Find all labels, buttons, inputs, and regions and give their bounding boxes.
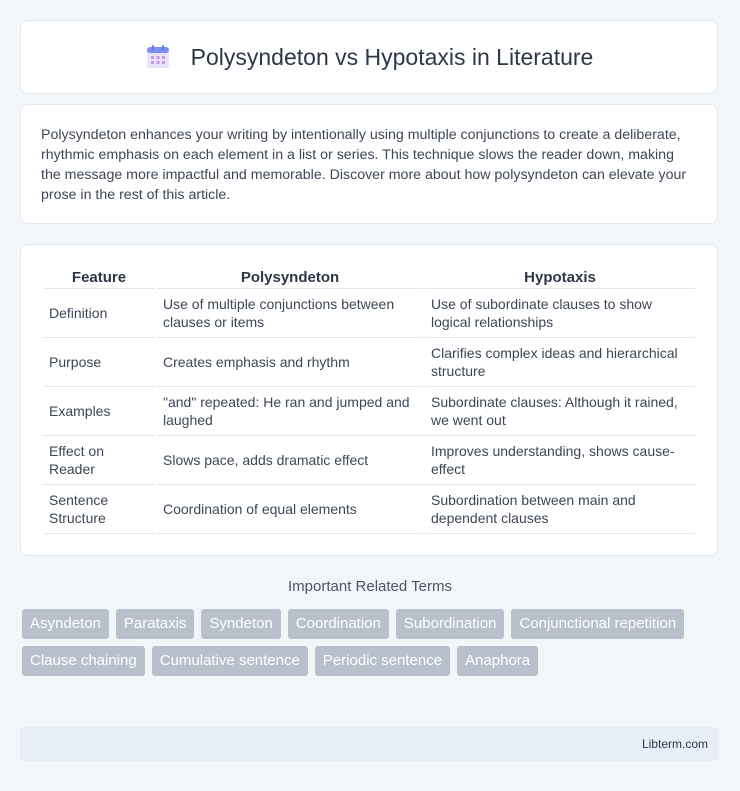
intro-card (20, 104, 718, 224)
table-cell: Subordination between main and dependent clauses (425, 485, 695, 534)
table-cell: Effect on Reader (43, 436, 155, 485)
table-row (43, 387, 695, 436)
table-cell: Slows pace, adds dramatic effect (157, 436, 423, 485)
table-cell: Use of subordinate clauses to show logical relationships (425, 289, 695, 338)
related-term-tag[interactable]: Anaphora (457, 646, 538, 676)
related-term-tag[interactable]: Asyndeton (22, 609, 109, 639)
related-term-tag[interactable]: Conjunctional repetition (511, 609, 684, 639)
column-header: Polysyndeton (157, 261, 423, 289)
column-header: Hypotaxis (425, 261, 695, 289)
table-row (43, 338, 695, 387)
comparison-table-card (20, 244, 718, 556)
table-cell: Coordination of equal elements (157, 485, 423, 534)
related-terms-list (22, 609, 722, 683)
related-term-tag[interactable]: Syndeton (201, 609, 280, 639)
calendar-grid-icon (145, 44, 171, 70)
table-header-row (43, 261, 695, 289)
table-row (43, 289, 695, 338)
related-term-tag[interactable]: Coordination (288, 609, 389, 639)
footer (20, 727, 718, 761)
table-cell: Improves understanding, shows cause-effect (425, 436, 695, 485)
table-cell: Creates emphasis and rhythm (157, 338, 423, 387)
footer-site-link[interactable]: Libterm.com (641, 737, 708, 751)
related-term-tag[interactable]: Periodic sentence (315, 646, 450, 676)
related-term-tag[interactable]: Parataxis (116, 609, 195, 639)
table-cell: Examples (43, 387, 155, 436)
table-row (43, 436, 695, 485)
table-cell: Definition (43, 289, 155, 338)
table-cell: Purpose (43, 338, 155, 387)
comparison-table (41, 261, 697, 534)
related-term-tag[interactable]: Cumulative sentence (152, 646, 308, 676)
related-term-tag[interactable]: Clause chaining (22, 646, 145, 676)
column-header: Feature (43, 261, 155, 289)
intro-text: Polysyndeton enhances your writing by intentionally using multiple conjunctions to create a deliberate, rhythmic emphasis on each element in a list or series. This technique slows the reader down, making the message more impactful and memorable. Discover more about how polysyndeton can elevate your prose in the rest of this article. (41, 127, 687, 203)
related-term-tag[interactable]: Subordination (396, 609, 505, 639)
page-title: Polysyndeton vs Hypotaxis in Literature (190, 43, 594, 70)
table-cell: Sentence Structure (43, 485, 155, 534)
title-card (20, 20, 718, 94)
table-cell: "and" repeated: He ran and jumped and laughed (157, 387, 423, 436)
table-row (43, 485, 695, 534)
related-terms-title: Important Related Terms (288, 578, 452, 595)
table-cell: Use of multiple conjunctions between clauses or items (157, 289, 423, 338)
table-cell: Subordinate clauses: Although it rained, we went out (425, 387, 695, 436)
table-cell: Clarifies complex ideas and hierarchical structure (425, 338, 695, 387)
